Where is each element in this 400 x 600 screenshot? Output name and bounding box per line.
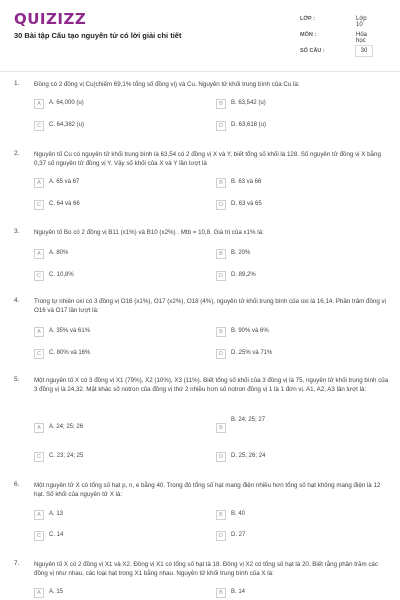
option-d[interactable] (216, 349, 371, 361)
question-text: Nguyên tố Cu có nguyên tử khối trung bình là 63,54 có 2 đồng vị X và Y, biết tổng số khối là 128. Số nguyên tử đồng vị X bằng 0,37 số nguyên tử đồng vị Y. Vậy số khối của X và Y lần lượt là (34, 151, 381, 167)
option-letter-box: B (216, 588, 226, 598)
option-letter-box: C (34, 121, 44, 131)
question-text: Đồng có 2 đồng vị Cu(chiếm 69,1% tổng số đồng vị) và Cu. Nguyên tử khối trung bình của Cu là: (34, 81, 300, 88)
count-label: SỐ CÂU : (300, 48, 325, 54)
option-letter-box: D (216, 531, 226, 541)
option-text: B. 90% và 6% (231, 328, 269, 334)
option-d[interactable] (216, 531, 371, 543)
option-text: C. 10,8% (49, 272, 74, 278)
worksheet-title: 30 Bài tập Cấu tạo nguyên tử có lời giải chi tiết (14, 31, 182, 40)
option-letter-box: B (216, 178, 226, 188)
option-text: A. 80% (49, 250, 69, 256)
option-letter-box: C (34, 349, 44, 359)
question-text: Một nguyên tố X có 3 đồng vị X1 (79%), X2 (10%), X3 (11%). Biết tổng số khối của 3 đồng vị là 75, nguyên tử khối trung bình của 3 đồng vị là 24,32. Mặt khác số notron của đồng vị thứ 2 nhiều hơn số notron đồng vị 1 là 1 đơn vị. A1, A2, A3 lần lượt là: (34, 377, 389, 393)
option-letter-box: B (216, 327, 226, 337)
option-d[interactable] (216, 200, 371, 212)
option-letter-box: D (216, 271, 226, 281)
question-number: 2. (14, 150, 20, 157)
option-c[interactable] (34, 200, 189, 212)
option-letter-box: A (34, 99, 44, 109)
option-text: C. 64 và 66 (49, 201, 80, 207)
option-text: A. 13 (49, 511, 64, 517)
question-text: Trong tự nhiên oxi có 3 đồng vị O16 (x1%), O17 (x2%), O18 (4%), nguyên tử khối trung bình của oxi là 16,14. Phần trăm đồng vị O16 và O17 lần lượt là: (34, 298, 386, 314)
question-text: Một nguyên tử X có tổng số hạt p, n, e bằng 40. Trong đó tổng số hạt mang điện nhiều hơn tổng số hạt không mang điện là 12 hạt. Số khối của nguyên tử X là: (34, 482, 381, 498)
option-text: D. 27 (231, 532, 246, 538)
option-text: B. 40 (231, 511, 246, 517)
option-c[interactable] (34, 349, 189, 361)
option-letter-box: C (34, 271, 44, 281)
option-b[interactable] (216, 178, 371, 190)
option-letter-box: A (34, 178, 44, 188)
option-b[interactable] (216, 99, 371, 111)
option-text: D. 25; 26; 24 (231, 453, 266, 459)
option-letter-box: A (34, 588, 44, 598)
option-b[interactable] (216, 588, 371, 600)
option-letter-box: C (34, 531, 44, 541)
option-a[interactable] (34, 178, 189, 190)
option-c[interactable] (34, 121, 189, 133)
count-value: 30 (355, 45, 373, 57)
option-letter-box: A (34, 423, 44, 433)
question-text: Nguyên tố X có 2 đồng vị X1 và X2. Đồng vị X1 có tổng số hạt là 18. Đồng vị X2 có tổng số hạt là 20. Biết rằng phần trăm các đồng vị như nhau, các loại hạt trong X1 bằng nhau. Nguyên tử khối trung bình của X là: (34, 561, 378, 577)
option-text: B. 63 và 66 (231, 179, 262, 185)
option-d[interactable] (216, 271, 371, 283)
question-number: 1. (14, 80, 20, 87)
option-text: C. 64,382 (u) (49, 122, 85, 128)
option-d[interactable] (216, 121, 371, 133)
option-d[interactable] (216, 452, 371, 464)
question-number: 5. (14, 376, 20, 383)
option-text: D. 25% và 71% (231, 350, 273, 356)
option-a[interactable] (34, 249, 189, 261)
question-number: 7. (14, 560, 20, 567)
option-text: B. 63,542 (u) (231, 100, 266, 106)
option-letter-box: A (34, 510, 44, 520)
option-letter-box: A (34, 249, 44, 259)
option-text: A. 24; 25; 26 (49, 424, 84, 430)
quizizz-logo: QUIZIZZ (14, 10, 87, 28)
option-text: D. 89,2% (231, 272, 256, 278)
option-b[interactable] (216, 327, 371, 339)
option-b[interactable] (216, 249, 371, 261)
option-text: C. 23; 24; 25 (49, 453, 84, 459)
question-number: 6. (14, 481, 20, 488)
option-text: D. 63,618 (u) (231, 122, 267, 128)
question-number: 3. (14, 228, 20, 235)
option-text: A. 65 và 67 (49, 179, 80, 185)
option-letter-box: D (216, 200, 226, 210)
option-c[interactable] (34, 452, 189, 464)
option-letter-box: D (216, 452, 226, 462)
option-letter-box: B (216, 510, 226, 520)
subject-value: Hóa học (356, 32, 368, 44)
option-letter-box: D (216, 121, 226, 131)
option-text: B. 20% (231, 250, 251, 256)
option-c[interactable] (34, 531, 189, 543)
option-b[interactable] (216, 417, 371, 435)
option-a[interactable] (34, 588, 189, 600)
option-text: A. 15 (49, 589, 64, 595)
option-text: B. 14 (231, 589, 246, 595)
option-letter-box: B (216, 249, 226, 259)
class-value: Lớp 10 (356, 16, 367, 28)
subject-label: MÔN : (300, 32, 317, 38)
question-text: Nguyên tố Bo có 2 đồng vị B11 (x1%) và B10 (x2%) . Mtb = 10,8. Giá trị của x1% là: (34, 229, 264, 236)
option-letter-box: C (34, 200, 44, 210)
option-a[interactable] (34, 99, 189, 111)
option-text: D. 63 và 65 (231, 201, 262, 207)
option-letter-box: B (216, 99, 226, 109)
class-label: LỚP : (300, 16, 315, 22)
option-letter-box: B (216, 423, 226, 433)
option-text: A. 64,000 (u) (49, 100, 84, 106)
option-text: C. 80% và 16% (49, 350, 91, 356)
option-a[interactable] (34, 423, 189, 435)
option-b[interactable] (216, 510, 371, 522)
worksheet-header (0, 0, 400, 72)
option-text: B. 24; 25; 27 (231, 417, 266, 423)
option-c[interactable] (34, 271, 189, 283)
option-letter-box: C (34, 452, 44, 462)
option-letter-box: D (216, 349, 226, 359)
option-a[interactable] (34, 327, 189, 339)
question-number: 4. (14, 297, 20, 304)
option-a[interactable] (34, 510, 189, 522)
option-letter-box: A (34, 327, 44, 337)
option-text: C. 14 (49, 532, 64, 538)
option-text: A. 35% và 61% (49, 328, 91, 334)
